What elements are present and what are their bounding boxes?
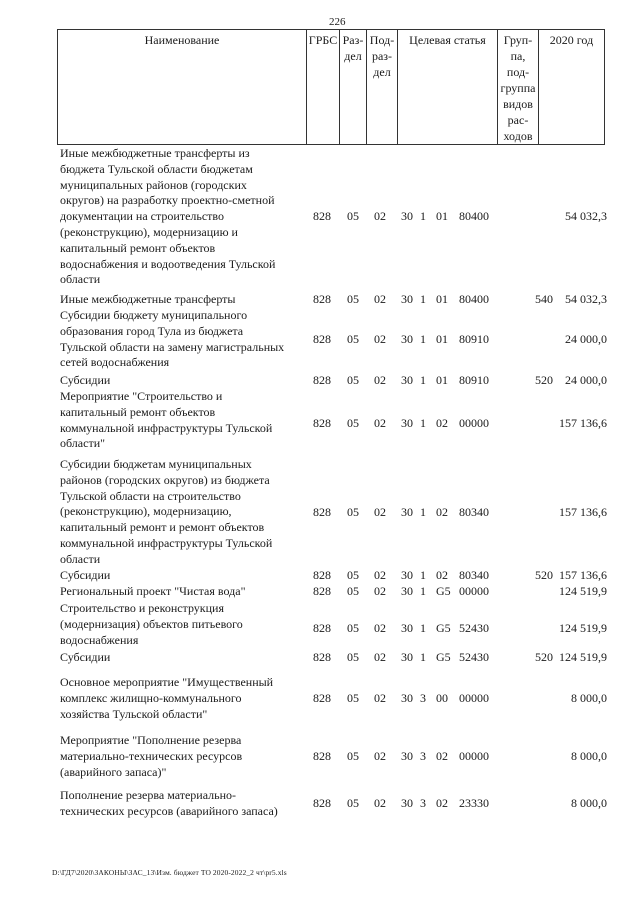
row-cs-event: 02	[436, 796, 448, 810]
row-grbs: 828	[313, 416, 331, 430]
row-cs-program: 30	[401, 650, 413, 664]
row-cs-subprogram: 1	[420, 373, 426, 387]
row-podrazdel: 02	[374, 209, 386, 223]
row-amount: 24 000,0	[565, 332, 607, 346]
table-header	[57, 29, 605, 145]
row-cs-program: 30	[401, 505, 413, 519]
row-podrazdel: 02	[374, 691, 386, 705]
row-razdel: 05	[347, 416, 359, 430]
row-cs-event: G5	[436, 650, 451, 664]
row-podrazdel: 02	[374, 568, 386, 582]
row-amount: 157 136,6	[559, 416, 607, 430]
row-cs-event: G5	[436, 584, 451, 598]
row-cs-direction: 00000	[459, 416, 489, 430]
row-cs-subprogram: 1	[420, 584, 426, 598]
row-razdel: 05	[347, 650, 359, 664]
row-cs-subprogram: 3	[420, 691, 426, 705]
row-cs-subprogram: 3	[420, 749, 426, 763]
row-cs-direction: 80910	[459, 332, 489, 346]
row-grbs: 828	[313, 621, 331, 635]
row-name: Мероприятие "Пополнение резерва материально-технических ресурсов (аварийного запаса)"	[60, 733, 243, 779]
row-amount: 157 136,6	[559, 505, 607, 519]
row-grbs: 828	[313, 292, 331, 306]
row-cs-event: 00	[436, 691, 448, 705]
row-amount: 8 000,0	[571, 691, 607, 705]
row-grbs: 828	[313, 749, 331, 763]
row-razdel: 05	[347, 332, 359, 346]
row-cs-program: 30	[401, 584, 413, 598]
row-grbs: 828	[313, 373, 331, 387]
row-name: Региональный проект "Чистая вода"	[60, 584, 246, 598]
row-razdel: 05	[347, 749, 359, 763]
row-grbs: 828	[313, 650, 331, 664]
row-grbs: 828	[313, 568, 331, 582]
row-cs-event: G5	[436, 621, 451, 635]
row-podrazdel: 02	[374, 416, 386, 430]
row-name: Субсидии	[60, 650, 111, 664]
row-cs-direction: 80400	[459, 209, 489, 223]
row-cs-direction: 00000	[459, 691, 489, 705]
row-cs-direction: 52430	[459, 621, 489, 635]
row-razdel: 05	[347, 568, 359, 582]
row-cs-event: 02	[436, 505, 448, 519]
row-name: Пополнение резерва материально- технических ресурсов (аварийного запаса)	[60, 788, 278, 818]
row-podrazdel: 02	[374, 505, 386, 519]
header-year: 2020 год	[549, 33, 594, 47]
row-cs-program: 30	[401, 373, 413, 387]
row-cs-direction: 80400	[459, 292, 489, 306]
row-podrazdel: 02	[374, 584, 386, 598]
row-cs-event: 01	[436, 209, 448, 223]
row-razdel: 05	[347, 373, 359, 387]
row-cs-event: 02	[436, 416, 448, 430]
row-grbs: 828	[313, 584, 331, 598]
header-gruppa: Груп- па, под- группа видов рас- ходов	[498, 30, 539, 144]
row-cs-program: 30	[401, 292, 413, 306]
row-cs-event: 02	[436, 568, 448, 582]
row-cs-direction: 00000	[459, 749, 489, 763]
row-name: Субсидии	[60, 568, 111, 582]
header-name: Наименование	[58, 30, 307, 144]
row-podrazdel: 02	[374, 796, 386, 810]
row-razdel: 05	[347, 621, 359, 635]
row-name: Иные межбюджетные трансферты из бюджета Тульской области бюджетам муниципальных районов (городских округов) на разработку проектно-сметной документации на строительство (реконструкцию), модернизацию и капитальный ремонт объектов водоснабжения и водоотведения Тульской области	[60, 146, 276, 287]
row-grbs: 828	[313, 332, 331, 346]
row-name: Мероприятие "Строительство и капитальный ремонт объектов коммунальной инфраструктуры Тульской области"	[60, 389, 273, 451]
row-cs-subprogram: 1	[420, 621, 426, 635]
row-podrazdel: 02	[374, 749, 386, 763]
row-amount: 8 000,0	[571, 796, 607, 810]
row-amount: 124 519,9	[559, 650, 607, 664]
row-cs-program: 30	[401, 691, 413, 705]
row-cs-subprogram: 1	[420, 209, 426, 223]
row-podrazdel: 02	[374, 621, 386, 635]
row-cs-event: 01	[436, 332, 448, 346]
row-cs-direction: 52430	[459, 650, 489, 664]
row-razdel: 05	[347, 292, 359, 306]
row-cs-event: 01	[436, 292, 448, 306]
row-amount: 8 000,0	[571, 749, 607, 763]
row-amount: 24 000,0	[565, 373, 607, 387]
row-cs-program: 30	[401, 209, 413, 223]
row-amount: 157 136,6	[559, 568, 607, 582]
row-cs-event: 01	[436, 373, 448, 387]
row-amount: 54 032,3	[565, 292, 607, 306]
row-cs-subprogram: 1	[420, 416, 426, 430]
file-path-footer: D:\ГД7\2020\ЗАКОНЫ\ЗАС_13\Изм. бюджет ТО 2020-2022_2 чт\pr5.xls	[52, 868, 287, 877]
row-podrazdel: 02	[374, 332, 386, 346]
row-cs-program: 30	[401, 416, 413, 430]
row-cs-direction: 80340	[459, 505, 489, 519]
row-cs-subprogram: 1	[420, 332, 426, 346]
row-group: 520	[535, 568, 553, 582]
row-group: 520	[535, 373, 553, 387]
row-podrazdel: 02	[374, 650, 386, 664]
row-amount: 124 519,9	[559, 621, 607, 635]
header-grbs: ГРБС	[307, 30, 340, 144]
page-number: 226	[329, 16, 346, 28]
row-cs-direction: 80910	[459, 373, 489, 387]
header-razdel: Раз- дел	[340, 30, 367, 144]
row-grbs: 828	[313, 505, 331, 519]
row-cs-program: 30	[401, 568, 413, 582]
row-cs-event: 02	[436, 749, 448, 763]
row-podrazdel: 02	[374, 292, 386, 306]
row-group: 540	[535, 292, 553, 306]
row-podrazdel: 02	[374, 373, 386, 387]
row-cs-subprogram: 1	[420, 568, 426, 582]
row-group: 520	[535, 650, 553, 664]
row-cs-subprogram: 3	[420, 796, 426, 810]
row-grbs: 828	[313, 796, 331, 810]
row-name: Субсидии	[60, 373, 111, 387]
row-name: Строительство и реконструкция (модернизация) объектов питьевого водоснабжения	[60, 601, 243, 647]
row-cs-direction: 80340	[459, 568, 489, 582]
row-cs-direction: 23330	[459, 796, 489, 810]
row-cs-subprogram: 1	[420, 292, 426, 306]
row-name: Основное мероприятие "Имущественный комплекс жилищно-коммунального хозяйства Тульской области"	[60, 675, 274, 721]
row-grbs: 828	[313, 691, 331, 705]
row-cs-program: 30	[401, 621, 413, 635]
row-cs-program: 30	[401, 749, 413, 763]
header-podrazdel: Под- раз- дел	[367, 30, 398, 144]
row-cs-program: 30	[401, 332, 413, 346]
row-razdel: 05	[347, 796, 359, 810]
row-razdel: 05	[347, 505, 359, 519]
row-grbs: 828	[313, 209, 331, 223]
row-cs-subprogram: 1	[420, 505, 426, 519]
row-amount: 54 032,3	[565, 209, 607, 223]
header-celevaya-statya: Целевая статья	[398, 30, 498, 144]
row-razdel: 05	[347, 584, 359, 598]
row-razdel: 05	[347, 691, 359, 705]
row-name: Субсидии бюджетам муниципальных районов (городских округов) из бюджета Тульской области на строительство (реконструкцию), модернизацию, капитальный ремонт и ремонт объектов коммунальной инфраструктуры Тульской области	[60, 457, 273, 566]
row-cs-program: 30	[401, 796, 413, 810]
row-name: Субсидии бюджету муниципального образования город Тула из бюджета Тульской области на замену магистральных сетей водоснабжения	[60, 308, 285, 370]
row-amount: 124 519,9	[559, 584, 607, 598]
row-cs-direction: 00000	[459, 584, 489, 598]
row-cs-subprogram: 1	[420, 650, 426, 664]
row-razdel: 05	[347, 209, 359, 223]
row-name: Иные межбюджетные трансферты	[60, 292, 236, 306]
